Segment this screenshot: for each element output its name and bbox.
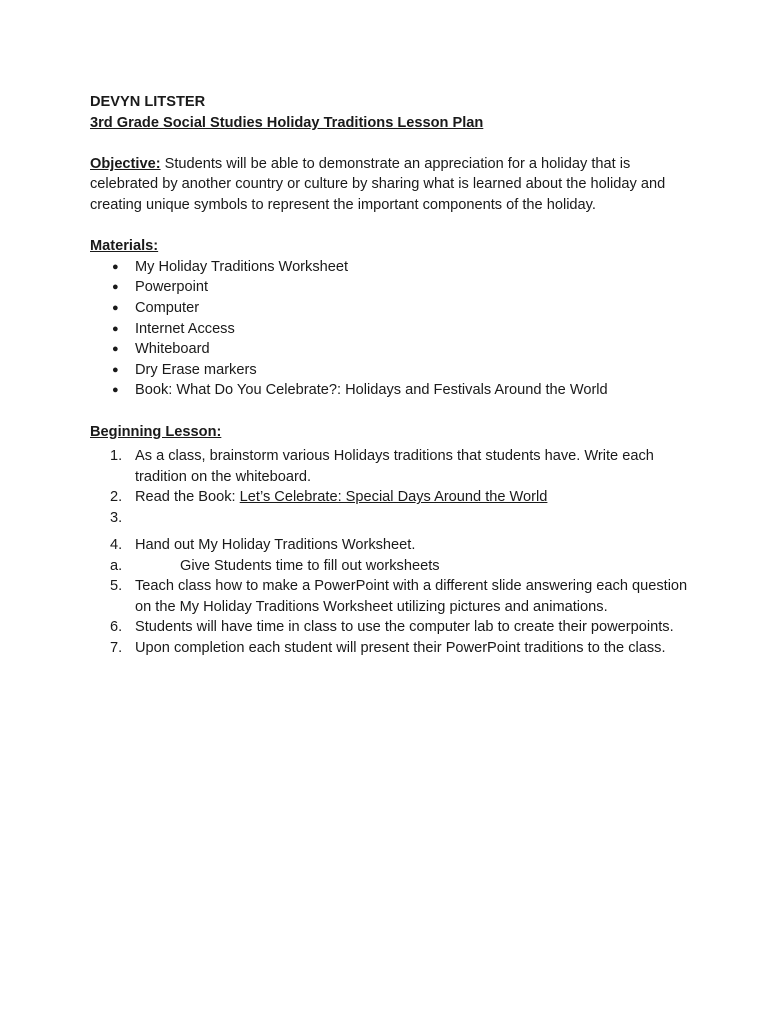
step-number: 4.	[110, 537, 123, 554]
step-number: 6.	[110, 619, 123, 636]
bullet-icon: ●	[112, 301, 119, 314]
bullet-icon: ●	[112, 281, 119, 294]
step-number: 2.	[110, 489, 123, 506]
objective-text: Students will be able to demonstrate an appreciation for a holiday that is celebrated by another country or culture by sharing what is learned about the holiday and creating unique symbols to represent the important components of the holiday.	[90, 155, 666, 213]
list-item	[90, 298, 690, 319]
list-item	[90, 277, 690, 298]
list-item	[90, 487, 690, 508]
step-number: 5.	[110, 578, 123, 595]
list-item	[90, 360, 690, 381]
bullet-icon: ●	[112, 363, 119, 376]
step-number: 3.	[110, 509, 123, 526]
material-item: Computer	[135, 299, 200, 316]
bullet-icon: ●	[112, 384, 119, 397]
list-item	[90, 380, 690, 401]
bullet-icon: ●	[112, 343, 119, 356]
objective-paragraph	[90, 154, 690, 216]
book-title-link[interactable]: Let’s Celebrate: Special Days Around the World	[239, 489, 548, 506]
list-item	[90, 638, 690, 659]
lesson-steps-list	[90, 446, 690, 659]
list-item	[90, 319, 690, 340]
beginning-lesson-heading: Beginning Lesson:	[90, 423, 222, 440]
document-page	[90, 92, 690, 659]
materials-heading: Materials:	[90, 238, 159, 255]
sub-step-letter: a.	[110, 557, 123, 574]
bullet-icon: ●	[112, 322, 119, 335]
material-item: Internet Access	[135, 320, 235, 337]
material-item: Whiteboard	[135, 341, 210, 358]
material-item: Book: What Do You Celebrate?: Holidays and Festivals Around the World	[135, 382, 608, 399]
material-item: My Holiday Traditions Worksheet	[135, 258, 349, 275]
step-text: Read the Book:	[135, 489, 240, 506]
list-item	[90, 446, 690, 487]
step-number: 7.	[110, 640, 123, 657]
list-item	[90, 339, 690, 360]
author-name: DEVYN LITSTER	[90, 94, 206, 110]
list-item	[90, 617, 690, 638]
list-item	[90, 257, 690, 278]
list-item	[90, 535, 690, 576]
material-item: Powerpoint	[135, 279, 209, 296]
list-item	[90, 576, 690, 617]
document-title: 3rd Grade Social Studies Holiday Traditions Lesson Plan	[90, 114, 484, 131]
materials-list	[90, 257, 690, 401]
sub-step-text: Give Students time to fill out worksheets	[180, 557, 440, 574]
sub-list-item	[90, 556, 690, 577]
step-text: Upon completion each student will present their PowerPoint traditions to the class.	[135, 640, 666, 657]
step-text: Students will have time in class to use the computer lab to create their powerpoints.	[135, 619, 674, 636]
objective-label: Objective:	[90, 155, 161, 172]
step-text: As a class, brainstorm various Holidays traditions that students have. Write each tradition on the whiteboard.	[135, 448, 654, 485]
step-number: 1.	[110, 448, 123, 465]
material-item: Dry Erase markers	[135, 361, 257, 378]
list-item	[90, 508, 690, 535]
step-text: Teach class how to make a PowerPoint with a different slide answering each question on the My Holiday Traditions Worksheet utilizing pictures and animations.	[135, 578, 688, 615]
bullet-icon: ●	[112, 260, 119, 273]
step-text: Hand out My Holiday Traditions Worksheet.	[135, 537, 416, 554]
